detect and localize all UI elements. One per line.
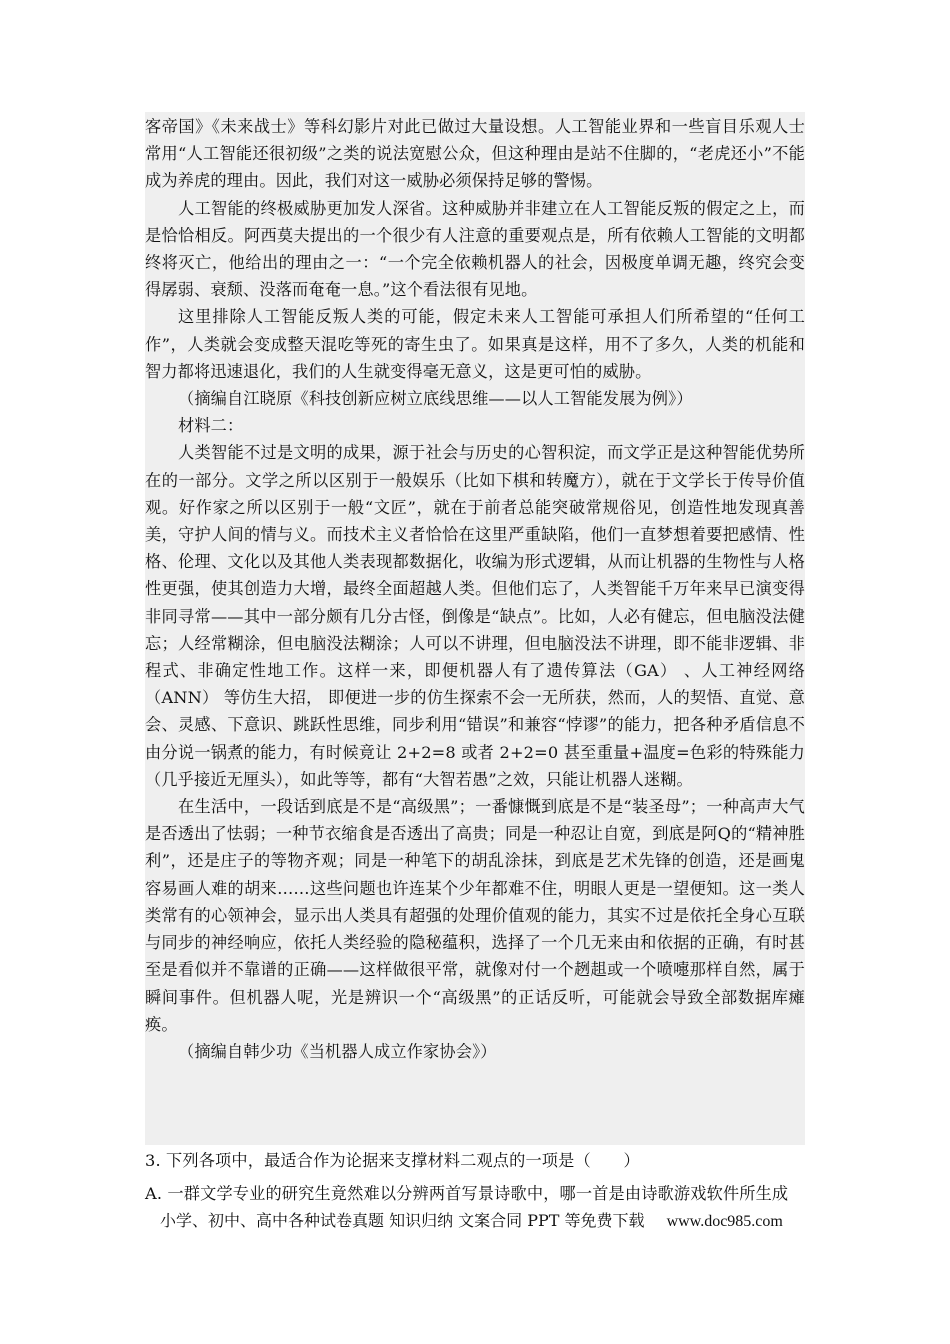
footer-url[interactable]: www.doc985.com [666,1213,783,1230]
paragraph-4: 人类智能不过是文明的成果，源于社会与历史的心智积淀，而文学正是这种智能优势所在的一部分。文学之所以区别于一般娱乐（比如下棋和转魔方），就在于文学长于传导价值观。好作家之所以区别于一般“文匠”，就在于前者总能突破常规俗见，创造性地发现真善美，守护人间的情与义。而技术主义者恰恰在这里严重缺陷，他们一直梦想着要把感情、性格、伦理、文化以及其他人类表现都数据化，收编为形式逻辑，从而让机器的生物性与人格性更强，使其创造力大增，最终全面超越人类。但他们忘了，人类智能千万年来早已演变得非同寻常——其中一部分颇有几分古怪，倒像是“缺点”。比如，人必有健忘，但电脑没法健忘；人经常糊涂，但电脑没法糊涂；人可以不讲理，但电脑没法不讲理，即不能非逻辑、非程式、非确定性地工作。这样一来，即便机器人有了遗传算法（GA） 、人工神经网络（ANN） 等仿生大招， 即便进一步的仿生探索不会一无所获，然而，人的契悟、直觉、意会、灵感、下意识、跳跃性思维，同步利用“错误”和兼容“悖谬”的能力，把各种矛盾信息不由分说一锅煮的能力，有时候竟让 2+2=8 或者 2+2=0 甚至重量+温度=色彩的特殊能力（几乎接近无厘头），如此等等，都有“大智若愚”之效，只能让机器人迷糊。 [145,443,805,789]
source-citation-1: （摘编自江晓原《科技创新应树立底线思维——以人工智能发展为例》） [178,389,693,409]
paragraph-2: 人工智能的终极威胁更加发人深省。这种威胁并非建立在人工智能反叛的假定之上，而是恰恰相反。阿西莫夫提出的一个很少有人注意的重要观点是，所有依赖人工智能的文明都终将灭亡，他给出的理由之一：“一个完全依赖机器人的社会，因极度单调无趣，终究会变得孱弱、衰颓、没落而奄奄一息。”这个看法很有见地。 [145,198,805,300]
question-3: 3. 下列各项中，最适合作为论据来支撑材料二观点的一项是（ ） [145,1151,640,1170]
material-text [145,113,805,1065]
paragraph-5: 在生活中，一段话到底是不是“高级黑”；一番慷慨到底是不是“装圣母”；一种高声大气是否透出了怯弱；一种节衣缩食是否透出了高贵；同是一种忍让自宽，到底是阿Q的“精神胜利”，还是庄子的等物齐观；同是一种笔下的胡乱涂抹，到底是艺术先锋的创造，还是画鬼容易画人难的胡来……这些问题也许连某个少年都难不住，明眼人更是一望便知。这一类人类常有的心领神会，显示出人类具有超强的处理价值观的能力，其实不过是依托全身心互联与同步的神经响应，依托人类经验的隐秘蕴积，选择了一个几无来由和依据的正确，有时甚至是看似并不靠谱的正确——这样做很平常，就像对付一个趔趄或一个喷嚏那样自然，属于瞬间事件。但机器人呢，光是辨识一个“高级黑”的正话反听，可能就会导致全部数据库瘫痪。 [145,797,805,1034]
paragraph-3: 这里排除人工智能反叛人类的可能，假定未来人工智能可承担人们所希望的“任何工作”，人类就会变成整天混吃等死的寄生虫了。如果真是这样，用不了多久，人类的机能和智力都将迅速退化，我们的人生就变得毫无意义，这是更可怕的威胁。 [145,307,805,381]
material-two-heading: 材料二： [178,416,244,436]
source-citation-2: （摘编自韩少功《当机器人成立作家协会》） [178,1041,497,1061]
option-a: A. 一群文学专业的研究生竟然难以分辨两首写景诗歌中，哪一首是由诗歌游戏软件所生成 [145,1184,789,1203]
page-footer [160,1209,840,1234]
paragraph-1: 客帝国》《未来战士》等科幻影片对此已做过大量设想。人工智能业界和一些盲目乐观人士常用“人工智能还很初级”之类的说法宽慰公众，但这种理由是站不住脚的，“老虎还小”不能成为养虎的理由。因此，我们对这一威胁必须保持足够的警惕。 [145,117,805,191]
footer-text: 小学、初中、高中各种试卷真题 知识归纳 文案合同 PPT 等免费下载 [160,1211,645,1230]
